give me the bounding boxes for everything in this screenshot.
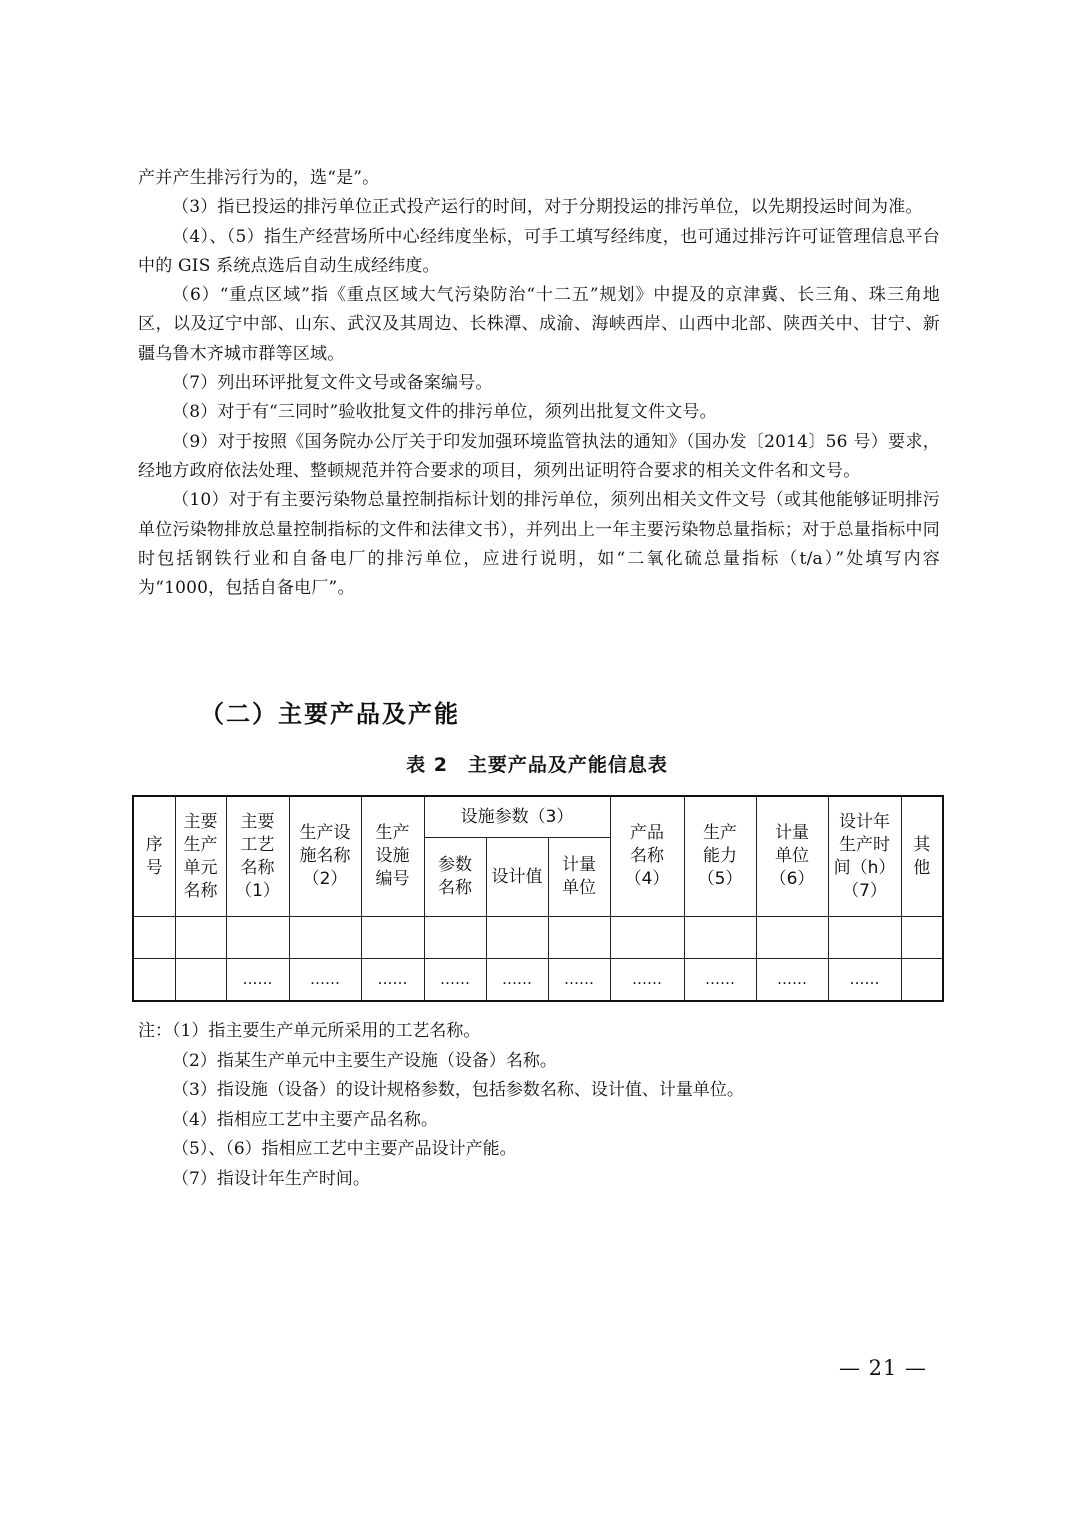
table-cell: …… bbox=[424, 959, 486, 1002]
header-seq: 序 号 bbox=[133, 796, 175, 917]
header-design-value: 设计值 bbox=[486, 838, 548, 917]
table-notes bbox=[138, 1017, 938, 1195]
header-product-name: 产品 名称 （4） bbox=[610, 796, 684, 917]
table-cell bbox=[828, 917, 901, 959]
table-cell bbox=[610, 917, 684, 959]
body-text bbox=[138, 164, 940, 603]
paragraph: （3）指已投运的排污单位正式投产运行的时间，对于分期投运的排污单位，以先期投运时间为准。 bbox=[172, 197, 923, 218]
table-cell: …… bbox=[226, 959, 289, 1002]
page-number: — 21 — bbox=[838, 1356, 928, 1380]
paragraph: （6）“重点区域”指《重点区域大气污染防治“十二五”规划》中提及的京津冀、长三角、珠三角地区，以及辽宁中部、山东、武汉及其周边、长株潭、成渝、海峡西岸、山西中北部、陕西关中、甘宁、新疆乌鲁木齐城市群等区域。 bbox=[138, 285, 940, 364]
table-cell: …… bbox=[684, 959, 756, 1002]
table-header-row bbox=[133, 796, 943, 838]
table-cell: …… bbox=[828, 959, 901, 1002]
table-cell bbox=[756, 917, 828, 959]
paragraph: （7）列出环评批复文件文号或备案编号。 bbox=[172, 373, 493, 394]
table-cell bbox=[226, 917, 289, 959]
paragraph: （9）对于按照《国务院办公厅关于印发加强环境监管执法的通知》（国办发〔2014〕56 号）要求，经地方政府依法处理、整顿规范并符合要求的项目，须列出证明符合要求的相关文件名和文号。 bbox=[138, 431, 940, 481]
section-heading: （二）主要产品及产能 bbox=[200, 700, 460, 728]
table-cell: …… bbox=[361, 959, 424, 1002]
header-facility-name: 生产设 施名称 （2） bbox=[289, 796, 361, 917]
table-cell bbox=[424, 917, 486, 959]
header-params-group: 设施参数（3） bbox=[424, 796, 610, 838]
table-cell bbox=[175, 917, 226, 959]
header-param-name: 参数 名称 bbox=[424, 838, 486, 917]
header-facility-no: 生产 设施 编号 bbox=[361, 796, 424, 917]
note-item: （2）指某生产单元中主要生产设施（设备）名称。 bbox=[172, 1050, 557, 1071]
table-cell: …… bbox=[289, 959, 361, 1002]
product-capacity-table bbox=[132, 795, 944, 1002]
table-cell bbox=[175, 959, 226, 1002]
table-cell bbox=[548, 917, 610, 959]
paragraph: 产并产生排污行为的，选“是”。 bbox=[138, 168, 380, 188]
paragraph: （8）对于有“三同时”验收批复文件的排污单位，须列出批复文件文号。 bbox=[172, 402, 717, 423]
table-cell bbox=[901, 917, 943, 959]
header-capacity: 生产 能力 （5） bbox=[684, 796, 756, 917]
table-cell: …… bbox=[610, 959, 684, 1002]
table-cell: …… bbox=[548, 959, 610, 1002]
table-cell bbox=[289, 917, 361, 959]
note-item: （4）指相应工艺中主要产品名称。 bbox=[172, 1109, 438, 1130]
header-measure-unit: 计量 单位 bbox=[548, 838, 610, 917]
table-cell bbox=[901, 959, 943, 1002]
table-cell: …… bbox=[486, 959, 548, 1002]
header-design-hours: 设计年 生产时 间（h） （7） bbox=[828, 796, 901, 917]
header-capacity-unit: 计量 单位 （6） bbox=[756, 796, 828, 917]
table-cell bbox=[684, 917, 756, 959]
note-item: （7）指设计年生产时间。 bbox=[172, 1168, 370, 1189]
table-row bbox=[133, 917, 943, 959]
header-other: 其 他 bbox=[901, 796, 943, 917]
header-unit-name: 主要 生产 单元 名称 bbox=[175, 796, 226, 917]
table-cell bbox=[133, 917, 175, 959]
header-process-name: 主要 工艺 名称 （1） bbox=[226, 796, 289, 917]
paragraph: （10）对于有主要污染物总量控制指标计划的排污单位，须列出相关文件文号（或其他能够证明排污单位污染物排放总量控制指标的文件和法律文书），并列出上一年主要污染物总量指标；对于总量指标中同时包括钢铁行业和自备电厂的排污单位，应进行说明，如“二氧化硫总量指标（t/a）”处填写内容为“1000，包括自备电厂”。 bbox=[138, 490, 940, 599]
table-cell bbox=[133, 959, 175, 1002]
note-item: （5）、（6）指相应工艺中主要产品设计产能。 bbox=[172, 1139, 517, 1160]
product-capacity-table-wrapper bbox=[132, 795, 943, 1002]
note-item: （3）指设施（设备）的设计规格参数，包括参数名称、设计值、计量单位。 bbox=[172, 1080, 744, 1101]
paragraph: （4）、（5）指生产经营场所中心经纬度坐标，可手工填写经纬度，也可通过排污许可证管理信息平台中的 GIS 系统点选后自动生成经纬度。 bbox=[138, 226, 940, 276]
table-row bbox=[133, 959, 943, 1002]
table-cell: …… bbox=[756, 959, 828, 1002]
table-caption: 表 2 主要产品及产能信息表 bbox=[406, 754, 668, 776]
table-cell bbox=[486, 917, 548, 959]
note-item: 注：（1）指主要生产单元所采用的工艺名称。 bbox=[138, 1021, 481, 1041]
table-cell bbox=[361, 917, 424, 959]
